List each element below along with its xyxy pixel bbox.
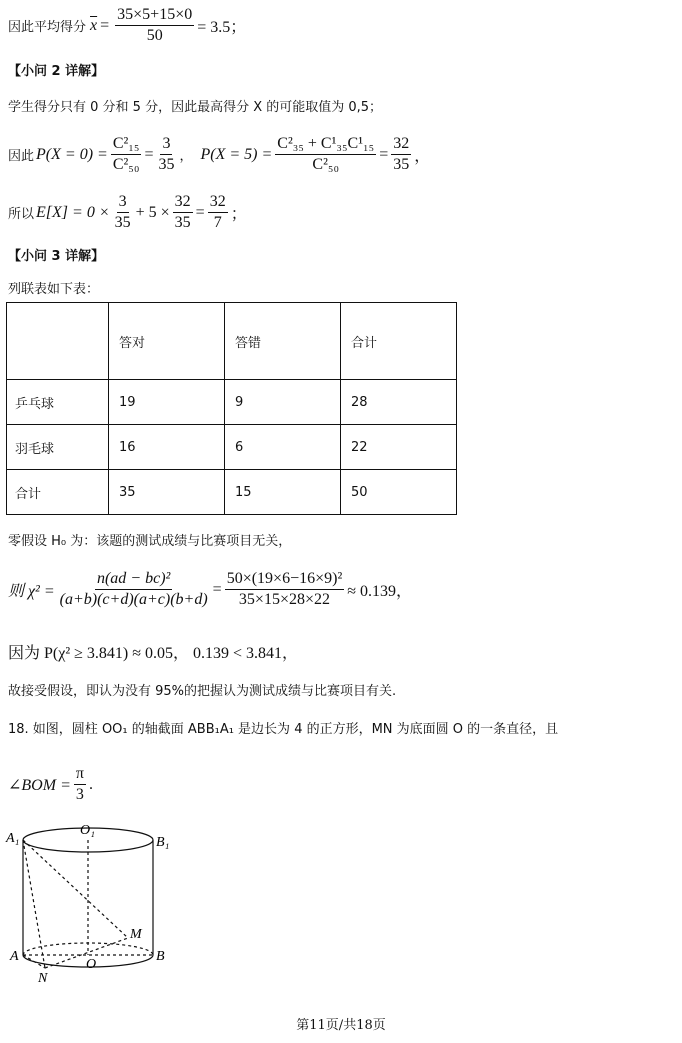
p0-expr: P(X = 0) =	[36, 145, 108, 163]
numerator: C²₃₅ + C¹₃₅C¹₁₅	[275, 135, 376, 155]
q3-text: 列联表如下表：	[8, 282, 100, 297]
plus: + 5 ×	[135, 203, 170, 221]
table-cell: 答错	[225, 303, 341, 380]
numerator: 35×5+15×0	[115, 6, 194, 26]
denominator: C²₅₀	[312, 156, 340, 173]
table-header-row	[7, 303, 457, 380]
table-cell: 15	[225, 470, 341, 515]
denominator: 35	[393, 156, 410, 173]
q2-heading: 【小问 2 详解】	[8, 64, 105, 79]
label-b: B	[156, 949, 165, 964]
table-cell: 9	[225, 380, 341, 425]
ex-expr: E[X] = 0 ×	[36, 203, 110, 221]
fraction	[74, 765, 86, 804]
table-cell: 羽毛球	[7, 425, 109, 470]
table-cell: 乒乓球	[7, 380, 109, 425]
result: ≈ 0.139，	[347, 583, 413, 600]
problem-18: 18. 如图，圆柱 OO₁ 的轴截面 ABB₁A₁ 是边长为 4 的正方形，MN 为底面圆 O 的一条直径，且	[8, 722, 559, 737]
equals: =	[212, 580, 222, 598]
expectation-line	[8, 193, 247, 232]
numerator: C²₁₅	[111, 135, 142, 155]
equals: =	[100, 16, 110, 34]
chi-lhs: 则 χ² =	[8, 583, 55, 600]
table-row	[7, 380, 457, 425]
denominator: 50	[146, 27, 163, 44]
probability-line	[8, 135, 430, 174]
table-cell: 6	[225, 425, 341, 470]
fraction	[115, 6, 194, 45]
table-cell: 答对	[109, 303, 225, 380]
end: ，	[414, 148, 431, 165]
text: 所以	[8, 207, 35, 222]
equals: =	[144, 145, 154, 163]
denominator: 7	[213, 214, 222, 231]
fraction	[173, 193, 193, 232]
numerator: 50×(19×6−16×9)²	[225, 570, 345, 590]
table-row	[7, 425, 457, 470]
chi-square-line	[8, 570, 412, 609]
denominator: (a+b)(c+d)(a+c)(b+d)	[59, 591, 208, 608]
fraction	[113, 193, 133, 232]
end: .	[88, 775, 93, 793]
segment-an	[23, 955, 45, 968]
table-cell: 35	[109, 470, 225, 515]
angle-line	[8, 765, 93, 804]
p5-expr: P(X = 5) =	[200, 145, 273, 163]
table-cell: 16	[109, 425, 225, 470]
denominator: C²₅₀	[112, 156, 140, 173]
denominator: 35×15×28×22	[238, 591, 330, 608]
label-b1: B₁	[156, 835, 170, 850]
x-bar: $\overline{x}$	[90, 16, 98, 34]
end: ；	[230, 206, 247, 223]
numerator: 32	[391, 135, 411, 155]
numerator: π	[74, 765, 86, 785]
denominator: 35	[114, 214, 131, 231]
table-row	[7, 470, 457, 515]
denominator: 35	[158, 156, 175, 173]
equals: =	[195, 203, 205, 221]
label-n: N	[38, 971, 48, 986]
table-cell: 50	[341, 470, 457, 515]
equals: =	[379, 145, 389, 163]
numerator: 3	[117, 193, 129, 213]
separator: ，	[179, 149, 193, 164]
fraction	[225, 570, 345, 609]
table-cell: 19	[109, 380, 225, 425]
denominator: 35	[174, 214, 191, 231]
segment-a1m	[23, 840, 128, 938]
label-a: A	[10, 949, 19, 964]
fraction	[275, 135, 376, 174]
numerator: 32	[173, 193, 193, 213]
fraction	[111, 135, 142, 174]
table-cell: 合计	[341, 303, 457, 380]
angle-lhs: ∠BOM =	[8, 776, 71, 794]
conclusion: 故接受假设，即认为没有 95%的把握认为测试成绩与比赛项目有关.	[8, 684, 397, 699]
label-o: O	[86, 957, 97, 972]
null-hypothesis: 零假设 H₀ 为：该题的测试成绩与比赛项目无关，	[8, 534, 292, 549]
text: 因此	[8, 149, 35, 164]
denominator: 3	[75, 786, 84, 803]
numerator: n(ad − bc)²	[95, 570, 172, 590]
q3-heading: 【小问 3 详解】	[8, 249, 105, 264]
numerator: 3	[160, 135, 172, 155]
fraction	[208, 193, 228, 232]
average-score-line	[8, 6, 246, 45]
contingency-table	[6, 302, 457, 515]
numerator: 32	[208, 193, 228, 213]
label-m: M	[130, 927, 142, 942]
q2-text: 学生得分只有 0 分和 5 分，因此最高得分 X 的可能取值为 0,5；	[8, 100, 383, 115]
label-a1: A₁	[6, 831, 20, 846]
label-o1: O₁	[80, 823, 95, 838]
text: 因此平均得分	[8, 20, 87, 35]
fraction	[58, 570, 210, 609]
cylinder-figure	[0, 820, 200, 990]
page-footer: 第11页/共18页	[296, 1018, 386, 1033]
fraction	[391, 135, 411, 174]
table-cell	[7, 303, 109, 380]
table-cell: 合计	[7, 470, 109, 515]
fraction	[156, 135, 176, 174]
table-cell: 22	[341, 425, 457, 470]
because-line: 因为 P(χ² ≥ 3.841) ≈ 0.05， 0.139 < 3.841，	[8, 645, 299, 662]
table-cell: 28	[341, 380, 457, 425]
result: = 3.5；	[197, 19, 247, 36]
